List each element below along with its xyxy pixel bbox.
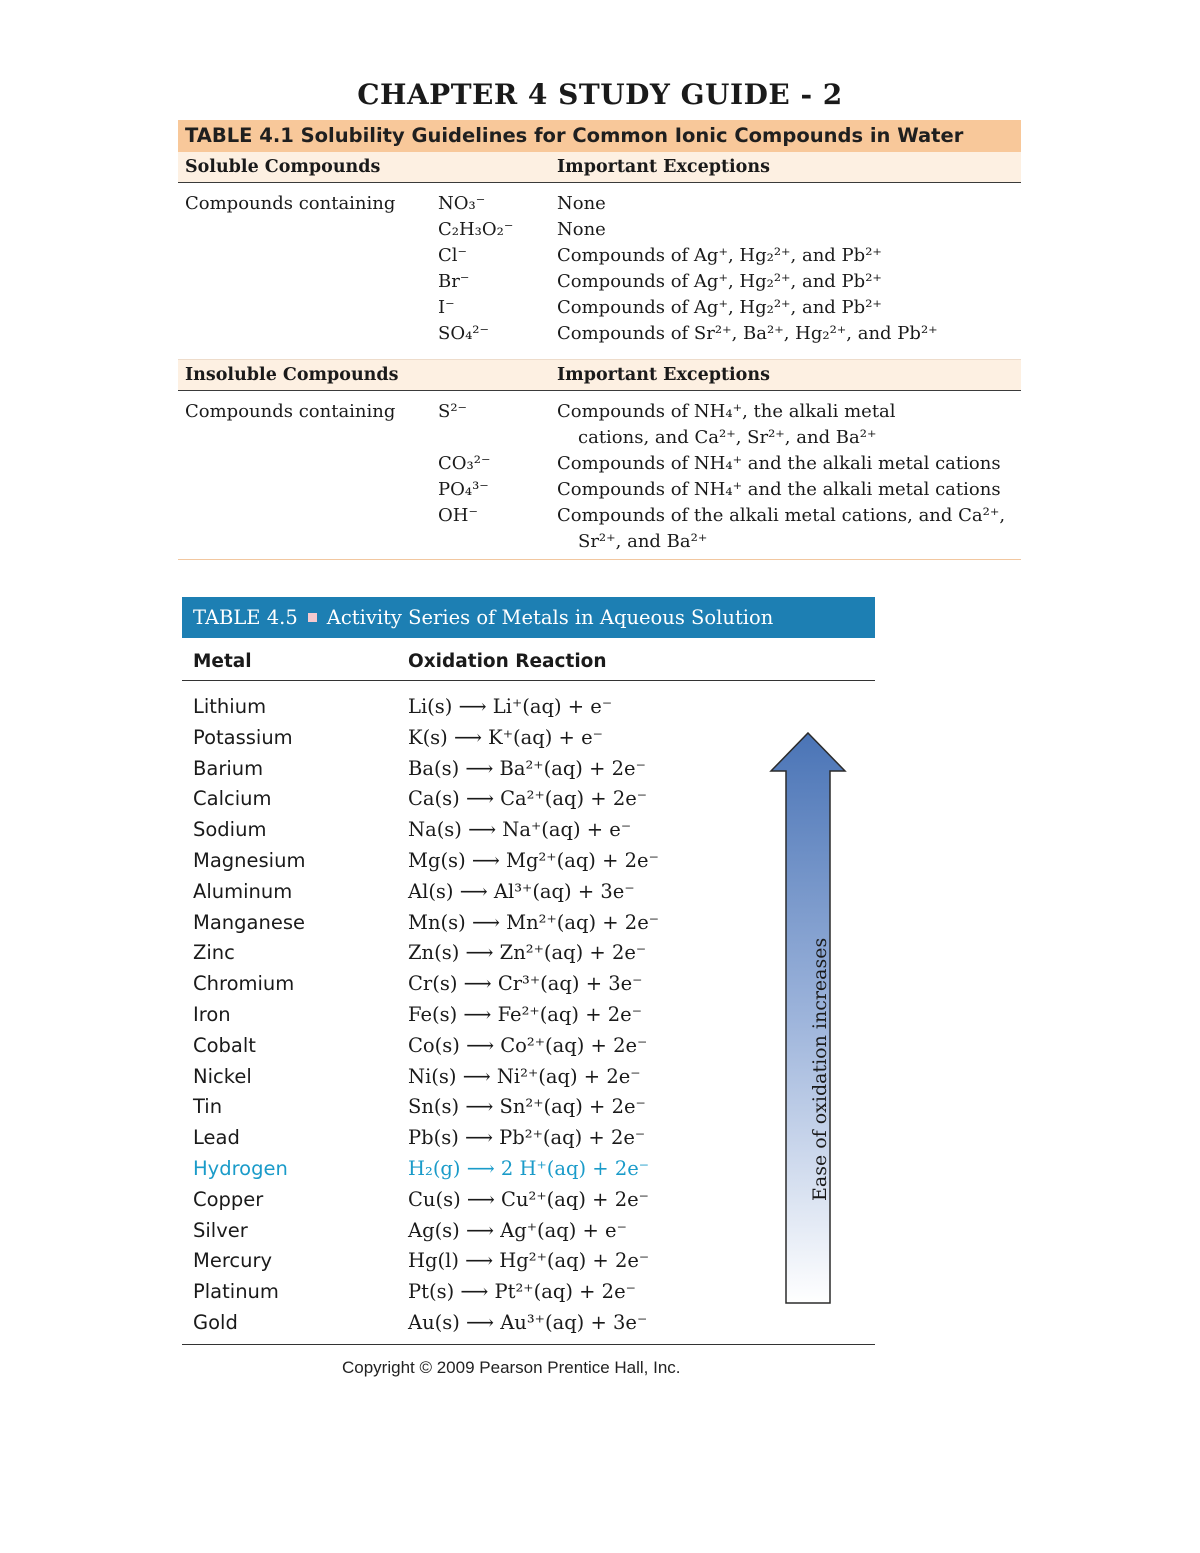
metal-name: Chromium (193, 972, 295, 996)
metal-name: Cobalt (193, 1033, 256, 1057)
insoluble-label: Compounds containing (185, 401, 396, 422)
arrow-axis-label: Ease of oxidation increases (809, 937, 831, 1201)
activity-table-title-bar (182, 597, 875, 638)
soluble-exception: Compounds of Ag⁺, Hg₂²⁺, and Pb²⁺ (557, 271, 882, 292)
insoluble-exception: Compounds of the alkali metal cations, and Ca²⁺, (557, 505, 1006, 526)
soluble-exception: Compounds of Sr²⁺, Ba²⁺, Hg₂²⁺, and Pb²⁺ (557, 323, 938, 344)
soluble-ion: Br⁻ (438, 271, 470, 292)
oxidation-reaction: Hg(l) ⟶ Hg²⁺(aq) + 2e⁻ (408, 1249, 650, 1273)
metal-name: Aluminum (193, 879, 293, 903)
insoluble-header-row (178, 359, 1021, 391)
metal-name: Zinc (193, 941, 235, 965)
metal-name: Hydrogen (193, 1157, 288, 1180)
insoluble-exception: Compounds of NH₄⁺ and the alkali metal cations (557, 479, 1001, 500)
oxidation-reaction: K(s) ⟶ K⁺(aq) + e⁻ (408, 725, 603, 749)
metal-name: Silver (193, 1218, 248, 1242)
metal-name: Magnesium (193, 849, 306, 872)
metal-name: Sodium (193, 818, 267, 842)
metal-name: Copper (193, 1187, 264, 1211)
activity-column-headers (182, 638, 875, 681)
soluble-header-row (178, 152, 1021, 183)
oxidation-reaction: Al(s) ⟶ Al³⁺(aq) + 3e⁻ (408, 879, 635, 903)
insoluble-ion: CO₃²⁻ (438, 453, 491, 474)
soluble-exception: Compounds of Ag⁺, Hg₂²⁺, and Pb²⁺ (557, 297, 882, 318)
oxidation-reaction: H₂(g) ⟶ 2 H⁺(aq) + 2e⁻ (408, 1157, 650, 1180)
insoluble-exception-cont: cations, and Ca²⁺, Sr²⁺, and Ba²⁺ (578, 427, 877, 448)
insoluble-compounds-header: Insoluble Compounds (185, 365, 399, 385)
insoluble-exception-cont: Sr²⁺, and Ba²⁺ (578, 531, 708, 552)
oxidation-reaction: Mn(s) ⟶ Mn²⁺(aq) + 2e⁻ (408, 910, 660, 934)
metal-name: Calcium (193, 787, 272, 811)
oxidation-reaction: Ca(s) ⟶ Ca²⁺(aq) + 2e⁻ (408, 787, 648, 811)
insoluble-body (178, 391, 1021, 560)
activity-table-label: TABLE 4.5 (193, 606, 298, 629)
insoluble-ion: S²⁻ (438, 401, 468, 422)
insoluble-exception: Compounds of NH₄⁺ and the alkali metal cations (557, 453, 1001, 474)
up-arrow-icon (768, 731, 848, 1311)
oxidation-reaction: Ag(s) ⟶ Ag⁺(aq) + e⁻ (408, 1218, 627, 1242)
metal-name: Lead (193, 1126, 240, 1150)
oxidation-reaction: Sn(s) ⟶ Sn²⁺(aq) + 2e⁻ (408, 1095, 646, 1119)
soluble-exception: Compounds of Ag⁺, Hg₂²⁺, and Pb²⁺ (557, 245, 882, 266)
oxidation-reaction: Fe(s) ⟶ Fe²⁺(aq) + 2e⁻ (408, 1003, 642, 1026)
page-title: CHAPTER 4 STUDY GUIDE - 2 (357, 78, 843, 111)
soluble-ion: C₂H₃O₂⁻ (438, 219, 514, 240)
metal-name: Manganese (193, 910, 305, 934)
soluble-exception: None (557, 193, 606, 214)
metal-name: Nickel (193, 1064, 252, 1088)
metal-name: Barium (193, 756, 264, 780)
soluble-ion: NO₃⁻ (438, 193, 486, 214)
soluble-exceptions-header: Important Exceptions (557, 157, 770, 177)
soluble-ion: Cl⁻ (438, 245, 468, 266)
oxidation-reaction: Ba(s) ⟶ Ba²⁺(aq) + 2e⁻ (408, 756, 646, 780)
activity-table-title: Activity Series of Metals in Aqueous Solution (326, 606, 774, 629)
oxidation-reaction: Pb(s) ⟶ Pb²⁺(aq) + 2e⁻ (408, 1126, 646, 1150)
insoluble-exceptions-header: Important Exceptions (557, 365, 770, 385)
oxidation-reaction: Co(s) ⟶ Co²⁺(aq) + 2e⁻ (408, 1033, 648, 1057)
oxidation-reaction: Li(s) ⟶ Li⁺(aq) + e⁻ (408, 695, 613, 718)
oxidation-reaction: Mg(s) ⟶ Mg²⁺(aq) + 2e⁻ (408, 849, 659, 872)
soluble-body (178, 183, 1021, 359)
insoluble-ion: OH⁻ (438, 505, 478, 526)
soluble-label: Compounds containing (185, 193, 396, 214)
metal-name: Gold (193, 1311, 238, 1334)
soluble-compounds-header: Soluble Compounds (185, 157, 381, 177)
metal-name: Potassium (193, 725, 293, 749)
metal-column-header: Metal (193, 651, 252, 672)
insoluble-ion: PO₄³⁻ (438, 479, 489, 500)
oxidation-reaction: Cr(s) ⟶ Cr³⁺(aq) + 3e⁻ (408, 972, 643, 996)
solubility-table-title: TABLE 4.1 Solubility Guidelines for Common Ionic Compounds in Water (178, 120, 1021, 152)
activity-series-table (182, 597, 875, 1345)
metal-name: Lithium (193, 695, 267, 718)
metal-name: Iron (193, 1003, 231, 1026)
activity-rows (182, 681, 875, 1345)
square-bullet-icon (308, 613, 317, 622)
soluble-exception: None (557, 219, 606, 240)
oxidation-reaction: Pt(s) ⟶ Pt²⁺(aq) + 2e⁻ (408, 1280, 636, 1304)
insoluble-exception: Compounds of NH₄⁺, the alkali metal (557, 401, 896, 422)
oxidation-reaction: Na(s) ⟶ Na⁺(aq) + e⁻ (408, 818, 632, 842)
oxidation-reaction: Ni(s) ⟶ Ni²⁺(aq) + 2e⁻ (408, 1064, 641, 1088)
soluble-ion: SO₄²⁻ (438, 323, 490, 344)
metal-name: Mercury (193, 1249, 273, 1273)
copyright-notice: Copyright © 2009 Pearson Prentice Hall, Inc. (342, 1358, 681, 1377)
oxidation-reaction: Zn(s) ⟶ Zn²⁺(aq) + 2e⁻ (408, 941, 647, 965)
solubility-table (178, 120, 1021, 560)
reaction-column-header: Oxidation Reaction (408, 651, 607, 672)
metal-name: Tin (193, 1095, 223, 1119)
soluble-ion: I⁻ (438, 297, 455, 318)
oxidation-reaction: Au(s) ⟶ Au³⁺(aq) + 3e⁻ (408, 1311, 648, 1334)
metal-name: Platinum (193, 1280, 279, 1304)
oxidation-reaction: Cu(s) ⟶ Cu²⁺(aq) + 2e⁻ (408, 1187, 649, 1211)
